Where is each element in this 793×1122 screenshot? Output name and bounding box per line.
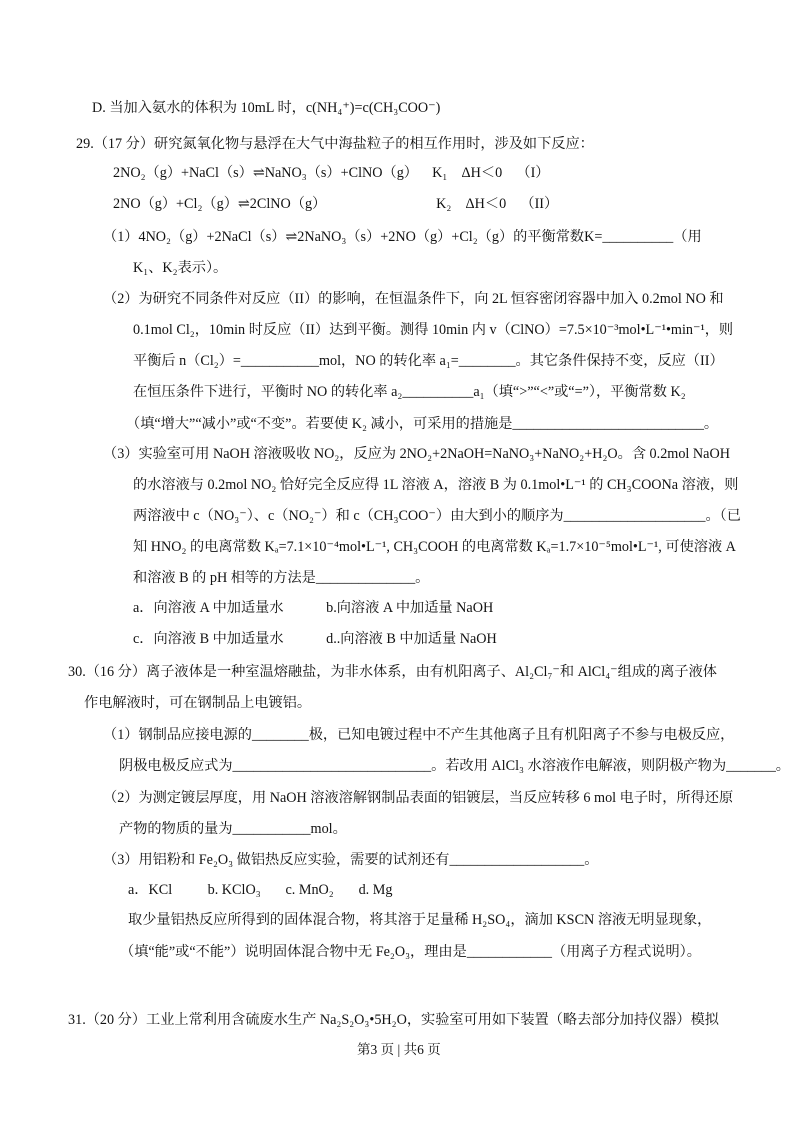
q30-part3-line4: （填“能”或“不能”）说明固体混合物中无 Fe₂O₃，理由是____________（用离子方程式说明）。 bbox=[120, 944, 701, 960]
q29-option-cd: c．向溶液 B 中加适量水 d..向溶液 B 中加适量 NaOH bbox=[133, 631, 497, 647]
q30-part3-options: a．KCl b. KClO₃ c. MnO₂ d. Mg bbox=[128, 882, 393, 898]
q29-part1: （1）4NO₂（g）+2NaCl（s）⇌2NaNO₃（s）+2NO（g）+Cl₂（g）的平衡常数K=__________（用 bbox=[103, 229, 702, 245]
q30-part2-line2: 产物的物质的量为___________mol。 bbox=[119, 821, 347, 837]
q29-part2: （2）为研究不同条件对反应（II）的影响，在恒温条件下，向 2L 恒容密闭容器中加入 0.2mol NO 和 bbox=[103, 291, 724, 307]
q29-option-ab: a．向溶液 A 中加适量水 b.向溶液 A 中加适量 NaOH bbox=[133, 600, 494, 616]
q29-part2-line5: （填“增大”“减小”或“不变”。若要使 K₂ 减小，可采用的措施是___________________________。 bbox=[126, 416, 719, 432]
q30-part3-line3: 取少量铝热反应所得到的固体混合物，将其溶于足量稀 H₂SO₄，滴加 KSCN 溶液无明显现象， bbox=[128, 912, 712, 928]
q29-part2-line2: 0.1mol Cl₂，10min 时反应（II）达到平衡。测得 10min 内 v（ClNO）=7.5×10⁻³mol•L⁻¹•min⁻¹，则 bbox=[133, 322, 734, 338]
q31-stem: 31.（20 分）工业上常利用含硫废水生产 Na₂S₂O₃•5H₂O，实验室可用如下装置（略去部分加持仪器）模拟 bbox=[68, 1012, 719, 1028]
q30-part1-line2: 阴极电极反应式为____________________________。若改用 AlCl₃ 水溶液作电解液，则阴极产物为_______。 bbox=[119, 758, 790, 774]
q29-part3-line4: 知 HNO₂ 的电离常数 Kₐ=7.1×10⁻⁴mol•L⁻¹, CH₃COOH 的电离常数 Kₐ=1.7×10⁻⁵mol•L⁻¹, 可使溶液 A bbox=[133, 539, 736, 555]
q29-stem: 29.（17 分）研究氮氧化物与悬浮在大气中海盐粒子的相互作用时，涉及如下反应： bbox=[76, 136, 594, 152]
page-footer: 第3 页 | 共6 页 bbox=[357, 1042, 441, 1057]
q29-part3-line5: 和溶液 B 的 pH 相等的方法是______________。 bbox=[133, 570, 430, 586]
q28-option-d: D. 当加入氨水的体积为 10mL 时，c(NH₄⁺)=c(CH₃COO⁻) bbox=[92, 100, 441, 116]
q30-part1: （1）钢制品应接电源的________极，已知电镀过程中不产生其他离子且有机阳离子不参与电极反应， bbox=[103, 727, 735, 743]
q29-part2-line4: 在恒压条件下进行，平衡时 NO 的转化率 a₂__________a₁（填“>”“<”或“=”），平衡常数 K₂ bbox=[133, 384, 686, 400]
q30-part3: （3）用铝粉和 Fe₂O₃ 做铝热反应实验，需要的试剂还有___________________。 bbox=[103, 852, 599, 868]
q29-part3: （3）实验室可用 NaOH 溶液吸收 NO₂，反应为 2NO₂+2NaOH=NaNO₃+NaNO₂+H₂O。含 0.2mol NaOH bbox=[103, 446, 730, 462]
q29-part3-line2: 的水溶液与 0.2mol NO₂ 恰好完全反应得 1L 溶液 A，溶液 B 为 0.1mol•L⁻¹ 的 CH₃COONa 溶液，则 bbox=[133, 477, 739, 493]
q30-stem-cont: 作电解液时，可在钢制品上电镀铝。 bbox=[84, 695, 312, 711]
reaction-2: 2NO（g）+Cl₂（g）⇌2ClNO（g） K₂ ΔH＜0 （II） bbox=[113, 196, 559, 212]
q29-part1-cont: K₁、K₂表示）。 bbox=[133, 260, 228, 276]
q30-part2: （2）为测定镀层厚度，用 NaOH 溶液溶解钢制品表面的铝镀层，当反应转移 6 mol 电子时，所得还原 bbox=[103, 790, 734, 806]
reaction-1: 2NO₂（g）+NaCl（s）⇌NaNO₃（s）+ClNO（g） K₁ ΔH＜0 （I） bbox=[113, 165, 550, 181]
q30-stem: 30.（16 分）离子液体是一种室温熔融盐，为非水体系，由有机阳离子、Al₂Cl₇⁻和 AlCl₄⁻组成的离子液体 bbox=[68, 664, 717, 680]
q29-part2-line3: 平衡后 n（Cl₂）=___________mol，NO 的转化率 a₁=________。其它条件保持不变，反应（II） bbox=[133, 353, 724, 369]
q29-part3-line3: 两溶液中 c（NO₃⁻）、c（NO₂⁻）和 c（CH₃COO⁻）由大到小的顺序为____________________。（已 bbox=[133, 508, 741, 524]
